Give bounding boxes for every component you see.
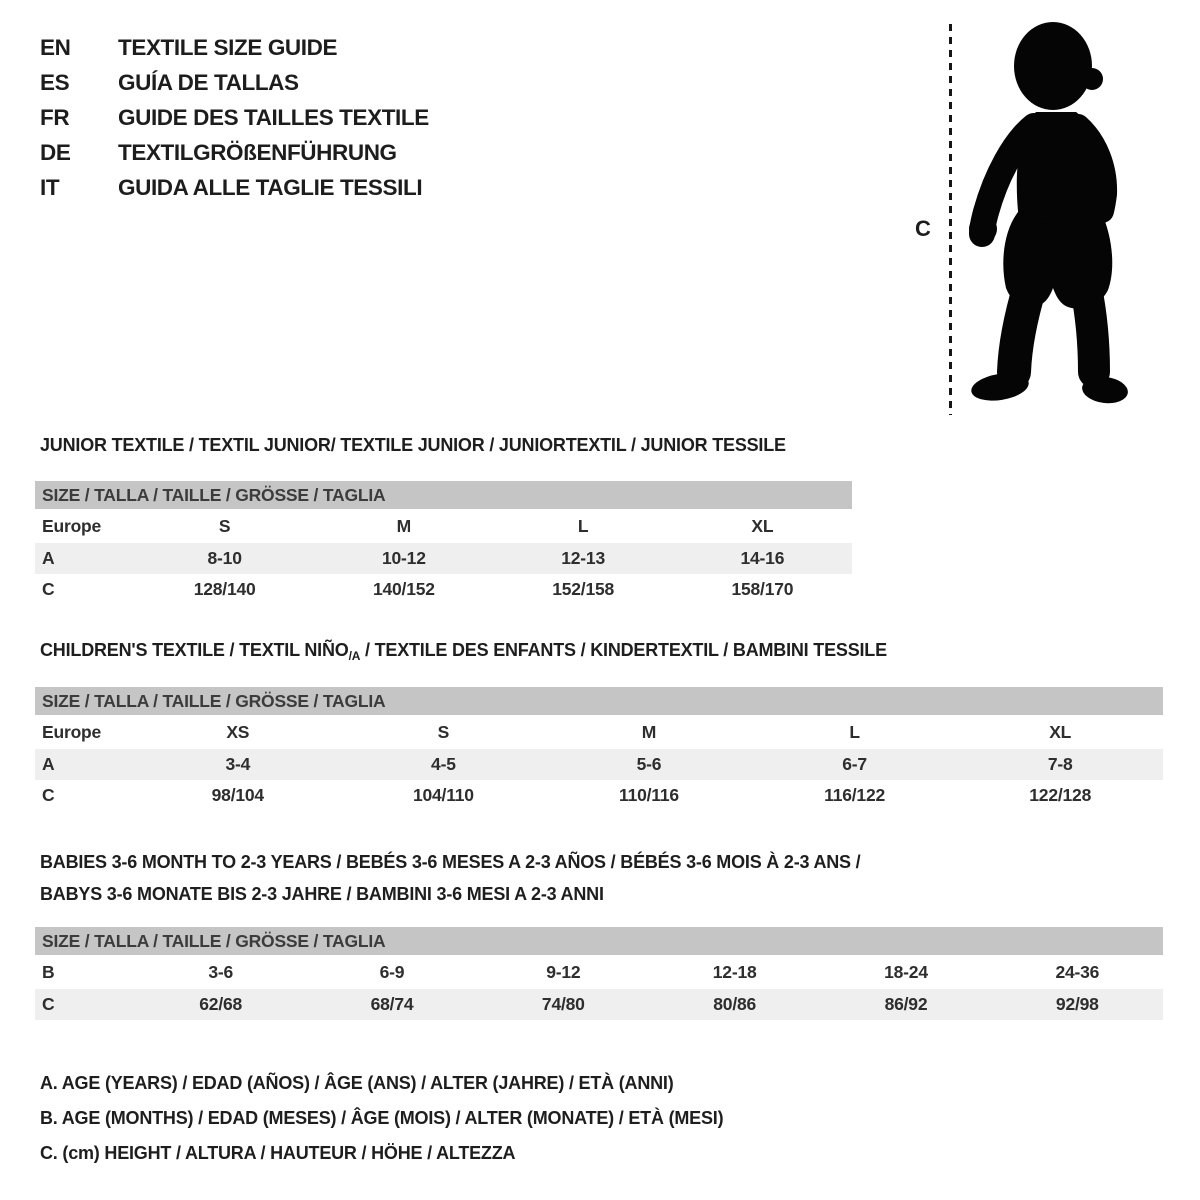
table-row [35, 749, 1163, 780]
row-label: C [42, 994, 55, 1014]
lang-code: FR [40, 104, 70, 130]
table-cell: 104/110 [412, 785, 474, 805]
lang-code: ES [40, 69, 70, 95]
table-cell: 116/122 [824, 785, 886, 805]
table-cell: 6-7 [842, 754, 867, 774]
table-cell: M [396, 515, 412, 536]
babies-size-header-bar: SIZE / TALLA / TAILLE / GRÖSSE / TAGLIA [35, 927, 1163, 955]
children-title-post: / TEXTILE DES ENFANTS / KINDERTEXTIL / BAMBINI TESSILE [360, 640, 887, 660]
table-cell: XS [226, 721, 250, 742]
table-cell: 7-8 [1047, 754, 1073, 774]
table-cell: 9-12 [546, 961, 581, 982]
lang-row-it [40, 170, 429, 205]
table-cell: 122/128 [1029, 785, 1092, 805]
guide-title-de: TEXTILGRÖßENFÜHRUNG [118, 139, 397, 165]
table-cell: 128/140 [193, 579, 256, 599]
table-cell: 12-18 [712, 961, 757, 982]
table-row [35, 715, 1163, 749]
row-label: A [42, 548, 55, 568]
row-label: Europe [42, 515, 102, 536]
table-row [35, 509, 852, 543]
lang-code: IT [40, 174, 60, 200]
row-label: Europe [42, 721, 102, 742]
children-title-pre: CHILDREN'S TEXTILE / TEXTIL NIÑO [40, 640, 349, 660]
guide-title-es: GUÍA DE TALLAS [118, 69, 299, 95]
babies-title-line1: BABIES 3-6 MONTH TO 2-3 YEARS / BEBÉS 3-6 MESES A 2-3 AÑOS / BÉBÉS 3-6 MOIS À 2-3 ANS / [40, 852, 861, 872]
table-cell: 110/116 [619, 785, 679, 805]
junior-section-title: JUNIOR TEXTILE / TEXTIL JUNIOR/ TEXTILE JUNIOR / JUNIORTEXTIL / JUNIOR TESSILE [40, 435, 786, 455]
table-cell: 74/80 [541, 994, 585, 1014]
toddler-silhouette-icon [958, 16, 1148, 424]
table-cell: 18-24 [884, 961, 928, 982]
table-cell: 152/158 [552, 579, 615, 599]
table-cell: 8-10 [207, 548, 242, 568]
babies-section-title [40, 846, 860, 910]
table-cell: S [218, 515, 231, 536]
table-cell: 158/170 [731, 579, 794, 599]
table-cell: S [437, 721, 450, 742]
table-cell: L [849, 721, 860, 742]
table-cell: 80/86 [713, 994, 757, 1014]
junior-size-table [35, 509, 852, 605]
babies-table-block [35, 927, 1163, 1020]
legend [40, 1066, 723, 1171]
table-cell: XL [751, 515, 774, 536]
row-label: B [42, 961, 55, 982]
row-label: C [42, 785, 55, 805]
table-cell: 5-6 [636, 754, 662, 774]
babies-size-table [35, 955, 1163, 1020]
legend-line-a: A. AGE (YEARS) / EDAD (AÑOS) / ÂGE (ANS) / ALTER (JAHRE) / ETÀ (ANNI) [40, 1073, 674, 1093]
table-cell: 3-6 [208, 961, 234, 982]
lang-row-fr [40, 100, 429, 135]
table-cell: 98/104 [211, 785, 264, 805]
table-row [35, 955, 1163, 989]
table-cell: 12-13 [561, 548, 605, 568]
legend-line-c: C. (cm) HEIGHT / ALTURA / HAUTEUR / HÖHE / ALTEZZA [40, 1143, 516, 1163]
table-cell: 62/68 [199, 994, 243, 1014]
children-table-block [35, 687, 1163, 811]
table-cell: 68/74 [370, 994, 414, 1014]
lang-code: DE [40, 139, 71, 165]
table-cell: 14-16 [740, 548, 785, 568]
children-size-table [35, 715, 1163, 811]
children-size-header-bar: SIZE / TALLA / TAILLE / GRÖSSE / TAGLIA [35, 687, 1163, 715]
table-row [35, 780, 1163, 811]
table-cell: 4-5 [431, 754, 456, 774]
lang-row-es [40, 65, 429, 100]
lang-code: EN [40, 34, 71, 60]
lang-row-de [40, 135, 429, 170]
row-label: C [42, 579, 55, 599]
junior-size-header-bar: SIZE / TALLA / TAILLE / GRÖSSE / TAGLIA [35, 481, 852, 509]
height-dashed-line [949, 24, 952, 415]
table-row [35, 543, 852, 574]
guide-title-en: TEXTILE SIZE GUIDE [118, 34, 338, 60]
guide-title-fr: GUIDE DES TAILLES TEXTILE [118, 104, 429, 130]
table-cell: XL [1049, 721, 1072, 742]
table-cell: 6-9 [379, 961, 405, 982]
children-title-sub: /A [348, 649, 361, 663]
junior-table-block [35, 481, 852, 605]
table-cell: 24-36 [1055, 961, 1100, 982]
height-measure-label: C [915, 216, 931, 241]
row-label: A [42, 754, 55, 774]
table-cell: 3-4 [225, 754, 251, 774]
table-cell: L [577, 515, 589, 536]
language-header [40, 30, 429, 205]
table-cell: 140/152 [372, 579, 435, 599]
table-cell: 92/98 [1055, 994, 1099, 1014]
table-cell: M [641, 721, 657, 742]
table-row [35, 574, 852, 605]
table-cell: 86/92 [884, 994, 928, 1014]
table-row [35, 989, 1163, 1020]
children-section-title [40, 640, 887, 663]
guide-title-it: GUIDA ALLE TAGLIE TESSILI [118, 174, 423, 200]
table-cell: 10-12 [381, 548, 426, 568]
babies-title-line2: BABYS 3-6 MONATE BIS 2-3 JAHRE / BAMBINI 3-6 MESI A 2-3 ANNI [40, 884, 604, 904]
lang-row-en [40, 30, 429, 65]
legend-line-b: B. AGE (MONTHS) / EDAD (MESES) / ÂGE (MOIS) / ALTER (MONATE) / ETÀ (MESI) [40, 1108, 724, 1128]
